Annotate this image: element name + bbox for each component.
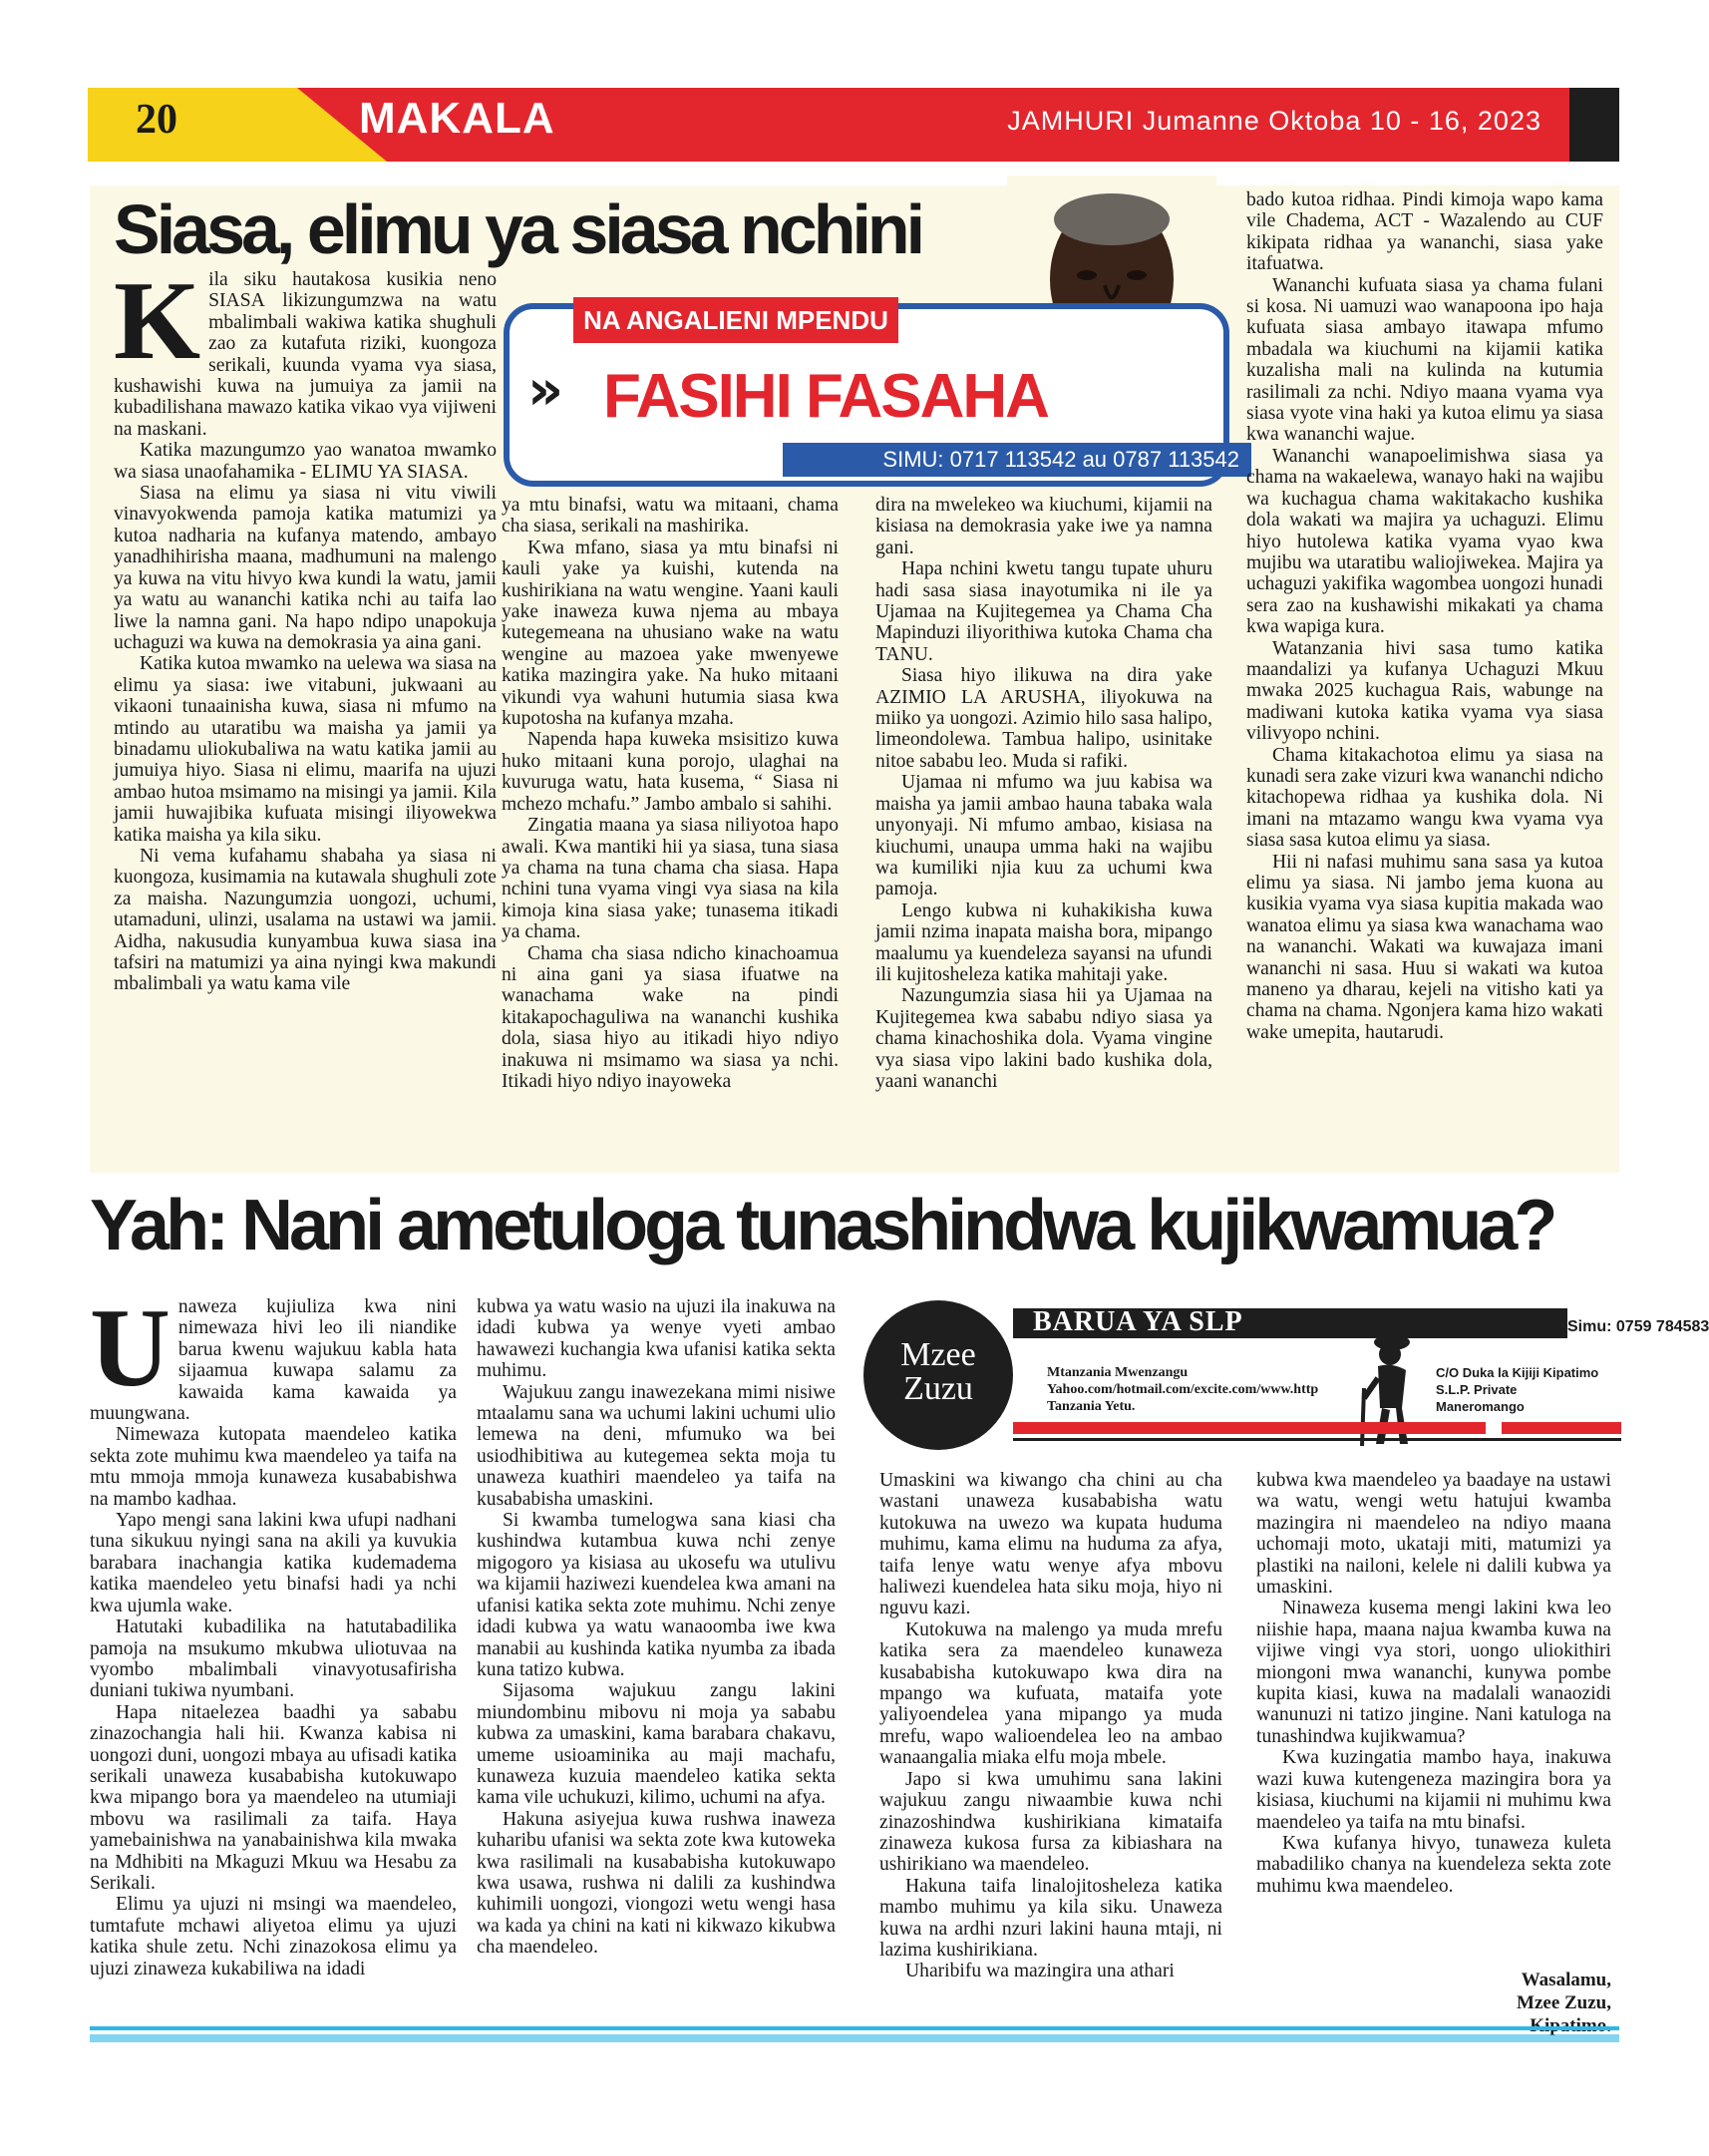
barua-heading: BARUA YA SLP bbox=[1033, 1306, 1243, 1337]
sender-address bbox=[1436, 1364, 1598, 1415]
dropcap: U bbox=[90, 1286, 171, 1410]
paragraph: Hapa nitaelezea baadhi ya sababu zinazochangia hali hii. Kwanza kabisa ni uongozi duni, uongozi mbaya au ufisadi katika serikali unaweza kusababisha kutokuwapo kwa mipango bora ya maendeleo na utumiaji mbovu wa rasilimali za taifa. Haya yamebainishwa na yanabainishwa kila mwaka na Mdhibiti na Mkaguzi Mkuu wa Hesabu za Serikali. bbox=[90, 1701, 457, 1894]
paragraph: Nazungumzia siasa hii ya Ujamaa na Kujitegemea kwa sababu ndiyo siasa ya chama kinachoshika dola. Vyama vingine vya siasa vipo lakini bado kushika dola, yaani wananchi bbox=[875, 985, 1212, 1092]
section-title: MAKALA bbox=[359, 94, 555, 143]
article-siasa-column-4 bbox=[1246, 189, 1603, 1043]
paragraph: Wananchi wanapoelimishwa siasa ya chama na wakaelewa, wanayo haki na wajibu wa kuchagua chama wakitakacho kushika dola wakati wa majira ya uchaguzi. Elimu hiyo hutolewa katika vyama vyao kwa mujibu wa utaratibu waliojiwekea. Majira ya uchaguzi yakifika wagombea uongozi hunadi sera zao na kushawishi mikakati ya chama kwa wapiga kura. bbox=[1246, 445, 1603, 638]
page-header bbox=[88, 88, 1619, 162]
paragraph: Hii ni nafasi muhimu sana sasa ya kutoa elimu ya siasa. Ni jambo jema kuona au kusikia vyama vya siasa kupitia makada wao wanatoa elimu ya siasa kwa wanachama wao na wananchi. Wakati wa kuwajaza imani wananchi ni sasa. Huu si wakati wa kutoa maneno ya dharau, kejeli na vitisho kati ya chama na chama. Ngonjera kama hizo wakati wake umepita, hautarudi. bbox=[1246, 851, 1603, 1043]
paragraph: ya mtu binafsi, watu wa mitaani, chama cha siasa, serikali na mashirika. bbox=[502, 495, 839, 538]
paragraph: Yapo mengi sana lakini kwa ufupi nadhani tuna sikukuu nyingi sana na akili ya kuvukia barabara inachangia katika kudemadema katika maendeleo yetu binafsi hadi ya nchi kwa ujumla wake. bbox=[90, 1510, 457, 1617]
article-siasa-column-3 bbox=[875, 495, 1212, 1092]
mzee-zuzu-name bbox=[863, 1338, 1013, 1406]
paragraph: Ninaweza kusema mengi lakini kwa leo niishie hapa, maana najua kwamba kuwa na vijiwe vingi vya stori, uongo uliokithiri miongoni mwa wananchi, kunywa pombe kupita kiasi, kuwa na madalali wanaozidi wanunuzi ni tatizo jingine. Nani katuloga na tunashindwa kujikwamua? bbox=[1256, 1598, 1611, 1747]
paragraph bbox=[90, 1286, 457, 1425]
paragraph: Lengo kubwa ni kuhakikisha kuwa jamii nzima inapata maisha bora, mipango maalumu ya kuendeleza sayansi na ufundi ili kujitosheleza katika mahitaji yake. bbox=[875, 899, 1212, 985]
paragraph: Siasa na elimu ya siasa ni vitu viwili vinavyokwenda pamoja katika matumizi ya kutoa nadharia na kufanya matendo, ambayo yanadhihirisha maana, madhumuni na malengo ya kuwa na vitu hivyo kwa kundi la watu, jamii ya watu au wananchi katika nchi au taifa lao liwe la namna gani. Na hapo ndipo unapokuja uchaguzi wa kuwa na demokrasia ya aina gani. bbox=[114, 483, 497, 653]
address-line: Maneromango bbox=[1436, 1399, 1525, 1414]
paragraph: kubwa ya watu wasio na ujuzi ila inakuwa na idadi kubwa ya wenye vyeti ambao hawawezi kuchangia kwa ufanisi katika sekta muhimu. bbox=[477, 1296, 836, 1382]
paragraph: Napenda hapa kuweka msisitizo kuwa huko mitaani kuna porojo, ulaghai na kuvuruga watu, hata kusema, “ Siasa ni mchezo mchafu.” Jambo ambalo si sahihi. bbox=[502, 729, 839, 815]
dropcap: K bbox=[114, 259, 201, 383]
article-yah-column-3 bbox=[879, 1470, 1222, 1982]
mzee-phone: Simu: 0759 784583 bbox=[1567, 1318, 1709, 1335]
bottom-rule bbox=[90, 2026, 1619, 2030]
byline-box bbox=[504, 297, 1241, 479]
paragraph: Wajukuu zangu inawezekana mimi nisiwe mtaalamu sana wa uchumi lakini uchumi ulio lemewa na deni, mfumuko wa bei usiodhibitiwa au kutegemea sekta moja tu unaweza kuathiri maendeleo ya taifa na kusababisha umaskini. bbox=[477, 1381, 836, 1510]
paragraph: Elimu ya ujuzi ni msingi wa maendeleo, tumtafute mchawi aliyetoa elimu ya ujuzi katika shule zetu. Nchi zinazokosa elimu ya ujuzi zinaweza kukabiliwa na idadi bbox=[90, 1894, 457, 1979]
paragraph: Kutokuwa na malengo ya muda mrefu katika sera za maendeleo kunaweza kusababisha kutokuwapo kwa dira na mpango wa kufuata, mataifa yote yaliyoendelea yana mipango ya muda mrefu, wapo walioendelea leo na ambao wanaangalia miaka elfu moja mbele. bbox=[879, 1618, 1222, 1769]
mzee-zuzu-box bbox=[863, 1300, 1709, 1450]
paragraph: Ujamaa ni mfumo wa juu kabisa wa maisha ya jamii ambao hauna tabaka wala unyonyaji. Ni mfumo ambao, kisiasa na kiuchumi, unaupa umma haki na wajibu wa kumiliki njia kuu za uchumi kwa pamoja. bbox=[875, 772, 1212, 900]
paragraph: Siasa hiyo ilikuwa na dira yake AZIMIO LA ARUSHA, iliyokuwa na miiko ya uongozi. Azimio hilo sasa halipo, limeondolewa. Tambua halipo, usinitake nitoe sababu leo. Muda si rafiki. bbox=[875, 665, 1212, 772]
article-siasa-title: Siasa, elimu ya siasa nchini bbox=[114, 190, 922, 268]
paragraph: Katika kutoa mwamko na uelewa wa siasa na elimu ya siasa: iwe vitabuni, jukwaani au vikaoni tunaainisha kuwa, siasa ni mfumo na mtindo au utaratibu wa maisha ya jamii ya binadamu uliokubaliwa na watu katika jamii au jumuiya hiyo. Siasa ni elimu, maarifa na ujuzi ambao hutoa msimamo na misingi ya jamii. Kila jamii huwajibika kufuata misingi iliyowekwa katika maisha ya kila siku. bbox=[114, 653, 497, 846]
paragraph: kubwa kwa maendeleo ya baadaye na ustawi wa watu, wengi wetu hatujui kwamba mazingira ni maendeleo na ndiyo maana uchomaji moto, ukataji miti, matumizi ya plastiki na nailoni, kelele ni dalili kubwa ya umaskini. bbox=[1256, 1470, 1611, 1599]
paragraph: Chama cha siasa ndicho kinachoamua ni aina gani ya siasa ifuatwe na wanachama wake na pindi kitakapochaguliwa na wananchi kushika dola, siasa hiyo au itikadi hiyo ndiyo inakuwa ni msimamo wa siasa ya nchi. Itikadi hiyo ndiyo inayoweka bbox=[502, 942, 839, 1092]
paragraph: Umaskini wa kiwango cha chini au cha wastani unaweza kusababisha watu kutokuwa na uwezo wa kupata huduma muhimu, kama elimu na huduma za afya, taifa lenye watu wenye afya mbovu haliwezi kuendelea hata siku moja, hiyo ni nguvu kazi. bbox=[879, 1470, 1222, 1619]
paragraph: Si kwamba tumelogwa sana kiasi cha kushindwa kutambua kuwa nchi zenye migogoro ya kisiasa au ukosefu wa utulivu wa kijamii haziwezi kuendelea kwa amani na ufanisi katika sekta zote muhimu. Nchi zenye idadi kubwa ya watu wanaoomba iwe kwa manabii au kushinda katika nyumba za ibada kuna tatizo kubwa. bbox=[477, 1510, 836, 1680]
article-siasa-column-2 bbox=[502, 495, 839, 1092]
header-black-tab bbox=[1569, 88, 1619, 162]
address-line: Mtanzania Mwenzangu bbox=[1047, 1365, 1189, 1380]
name-line: Mzee bbox=[900, 1336, 976, 1373]
column-name: FASIHI FASAHA bbox=[603, 362, 1048, 431]
paragraph: Hakuna taifa linalojitosheleza katika mambo muhimu ya kila siku. Unaweza kuwa na ardhi nzuri lakini hauna mtaji, ni lazima kushirikiana. bbox=[879, 1875, 1222, 1961]
paragraph: Wananchi kufuata siasa ya chama fulani si kosa. Ni uamuzi wao wanapoona ipo haja kufuata siasa ambayo itawapa mfumo mbadala wa kiuchumi na kijamii katika kuzalisha mali na kulinda na kutumia rasilimali za nchi. Ndiyo maana vyama vya siasa vyote vina haki ya kutoa elimu ya siasa kwa wananchi wajue. bbox=[1246, 274, 1603, 446]
article-yah-column-1 bbox=[90, 1286, 457, 1979]
paragraph: Sijasoma wajukuu zangu lakini miundombinu mibovu ni moja ya sababu kubwa za umaskini, kama barabara chakavu, umeme usioaminika au maji machafu, kunaweza kuzuia maendeleo katika sekta kama vile uchukuzi, kilimo, uchumi na afya. bbox=[477, 1680, 836, 1809]
name-line: Zuzu bbox=[903, 1370, 973, 1407]
author-phone: SIMU: 0717 113542 au 0787 113542 bbox=[783, 443, 1251, 477]
paragraph: Hakuna asiyejua kuwa rushwa inaweza kuharibu ufanisi wa sekta zote kwa kutoweka kwa rasilimali na kusababisha kutokuwapo kwa usawa, rushwa ni dalili za kushindwa kuhimili uongozi, viongozi wetu wengi hasa wa kada ya chini na kati ni kikwazo kikubwa cha maendeleo. bbox=[477, 1808, 836, 1959]
red-rule bbox=[1502, 1422, 1621, 1434]
address-line: C/O Duka la Kijiji Kipatimo bbox=[1436, 1365, 1599, 1380]
paragraph: Hapa nchini kwetu tangu tupate uhuru hadi sasa siasa inayotumika ni ile ya Ujamaa na Kujitegemea ya Chama Cha Mapinduzi iliyorithiwa kutoka Chama cha TANU. bbox=[875, 558, 1212, 665]
recipient-address bbox=[1047, 1364, 1318, 1415]
paragraph: Watanzania hivi sasa tumo katika maandalizi ya kufanya Uchaguzi Mkuu mwaka 2025 kuchagua Rais, wabunge na madiwani kutoka katika vyama vya siasa vilivyopo nchini. bbox=[1246, 637, 1603, 745]
paragraph: Uharibifu wa mazingira una athari bbox=[905, 1961, 1175, 1982]
barua-heading-bar bbox=[1013, 1306, 1709, 1338]
paragraph: Kwa kufanya hivyo, tunaweza kuleta mabadiliko chanya na kuendeleza sekta zote muhimu kwa maendeleo. bbox=[1256, 1832, 1611, 1897]
article-yah-column-2 bbox=[477, 1296, 836, 1959]
signoff-line: Mzee Zuzu, bbox=[1517, 1992, 1611, 2013]
paragraph: Kwa kuzingatia mambo haya, inakuwa wazi kuwa kutengeneza mazingira bora ya kisiasa, kiuchumi na kijamii ni muhimu kwa maendeleo ya taifa na mtu binafsi. bbox=[1256, 1747, 1611, 1833]
paragraph: Ni vema kufahamu shabaha ya siasa ni kuongoza, kusimamia na kutawala shughuli zote za maisha. Nazungumzia uongozi, uchumi, utamaduni, ulinzi, usalama na ustawi wa jamii. Aidha, nakusudia kunyambua kuwa siasa ina tafsiri na matumizi ya aina nyingi kwa makundi mbalimbali ya watu kama vile bbox=[114, 845, 497, 995]
paragraph: Chama kitakachotoa elimu ya siasa na kunadi sera zake vizuri kwa wananchi ndicho kitachopewa ridhaa ya kushika dola. Ni imani na mtazamo wangu kwa vyama vya siasa sasa kutoa elimu ya siasa. bbox=[1246, 744, 1603, 852]
bottom-rule bbox=[90, 2034, 1619, 2042]
page-number: 20 bbox=[136, 97, 177, 143]
black-rule bbox=[1013, 1438, 1621, 1441]
paragraph: Kwa mfano, siasa ya mtu binafsi ni kauli yake ya kuishi, kutenda na kushirikiana na watu wengine. Yaani kauli yake inaweza kuwa njema au mbaya kutegemeana na uhusiano wake na watu wengine au mazoea yake mwenyewe katika mazingira yake. Na huko mitaani vikundi vya wahuni hutumia siasa kwa kupotosha na kufanya mzaha. bbox=[502, 537, 839, 730]
issue-date: JAMHURI Jumanne Oktoba 10 - 16, 2023 bbox=[1007, 106, 1541, 136]
byline-author: NA ANGALIENI MPENDU bbox=[573, 297, 898, 343]
paragraph bbox=[114, 259, 497, 440]
address-line: Yahoo.com/hotmail.com/excite.com/www.http bbox=[1047, 1382, 1319, 1397]
red-rule bbox=[1013, 1422, 1486, 1434]
paragraph-text: ila siku hautakosa kusikia neno SIASA likizungumzwa na watu mbalimbali wakiwa katika shughuli zao za kutafuta riziki, kuongoza serikali, kuunda vyama vya siasa, kushawishi kuwa na jumuiya za jamii na kubadilishana mawazo katika vikao vya vijiweni na maskani. bbox=[114, 269, 497, 440]
paragraph: bado kutoa ridhaa. Pindi kimoja wapo kama vile Chadema, ACT - Wazalendo au CUF kikipata ridhaa ya wananchi, siasa yake itafuatwa. bbox=[1246, 189, 1603, 275]
paragraph: Zingatia maana ya siasa niliyotoa hapo awali. Kwa mantiki hii ya siasa, tuna siasa ya chama na tuna chama cha siasa. Hapa nchini tuna vyama vingi vya siasa na kila kimoja kina siasa yake; tunasema itikadi ya chama. bbox=[502, 815, 839, 943]
paragraph: dira na mwelekeo wa kiuchumi, kijamii na kisiasa na demokrasia yake iwe ya namna gani. bbox=[875, 495, 1212, 558]
address-line: S.L.P. Private bbox=[1436, 1382, 1518, 1397]
article-siasa-column-1 bbox=[114, 259, 497, 995]
header-yellow-tab bbox=[88, 88, 387, 162]
signoff-line: Wasalamu, bbox=[1521, 1970, 1611, 1990]
paragraph: Japo si kwa umuhimu sana lakini wajukuu zangu niwaambie kuwa nchi zinazoshindwa kushirikiana kimataifa zinaweza kukosa fursa za kibiashara na ushirikiano wa maendeleo. bbox=[879, 1768, 1222, 1876]
paragraph: Hatutaki kubadilika na hatutabadilika pamoja na msukumo mkubwa uliotuvaa na vyombo mbalimbali vinavyotusafirisha duniani tukiwa nyumbani. bbox=[90, 1617, 457, 1702]
article-yah-column-4 bbox=[1256, 1470, 1611, 1897]
paragraph-text: naweza kujiuliza kwa nini nimewaza hivi leo ili niandike barua kwenu wajukuu kabla hata sijaamua kuwapa salamu za kawaida kama kawaida ya muungwana. bbox=[90, 1296, 457, 1425]
paragraph: Nimewaza kutopata maendeleo katika sekta zote muhimu kwa maendeleo ya taifa na mtu mmoja mmoja kunaweza kusababishwa na mambo kadhaa. bbox=[90, 1424, 457, 1510]
address-line: Tanzania Yetu. bbox=[1047, 1399, 1136, 1414]
paragraph: Katika mazungumzo yao wanatoa mwamko wa siasa unaofahamika - ELIMU YA SIASA. bbox=[114, 440, 497, 483]
article-yah-title: Yah: Nani ametuloga tunashindwa kujikwamua? bbox=[90, 1186, 1554, 1265]
double-chevron-icon: » bbox=[527, 358, 564, 423]
